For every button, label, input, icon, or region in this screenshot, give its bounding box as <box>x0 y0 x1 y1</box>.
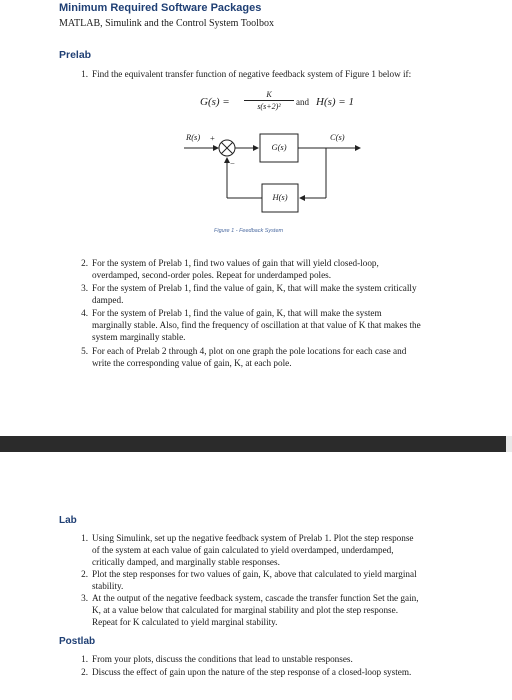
page-break-edge <box>506 436 512 452</box>
postlab-heading: Postlab <box>59 636 96 647</box>
item-number: 1. <box>81 533 88 543</box>
formula-and: and <box>296 97 309 107</box>
section-title-software: Minimum Required Software Packages <box>59 2 262 14</box>
item-number: 3. <box>81 283 88 293</box>
minus-sign: − <box>230 158 235 168</box>
lab-heading: Lab <box>59 515 77 526</box>
item-line: overdamped, second-order poles. Repeat for underdamped poles. <box>92 270 332 280</box>
formula-rhs: H(s) = 1 <box>316 96 354 108</box>
item-number: 4. <box>81 308 88 318</box>
item-line: Using Simulink, set up the negative feedback system of Prelab 1. Plot the step response <box>92 533 414 543</box>
figure-caption: Figure 1 - Feedback System <box>214 228 284 234</box>
item-number: 1. <box>81 654 88 664</box>
item-number: 2. <box>81 569 88 579</box>
item-line: write the corresponding value of gain, K, at each pole. <box>92 358 292 368</box>
item-number: 1. <box>81 69 88 79</box>
plus-sign: + <box>210 133 215 143</box>
item-line: Discuss the effect of gain upon the nature of the step response of a closed-loop system. <box>92 667 412 677</box>
item-line: For the system of Prelab 1, find the value of gain, K, that will make the system critically <box>92 283 417 293</box>
item-line: Repeat for K calculated to yield marginal stability. <box>92 617 278 627</box>
formula-fraction <box>244 90 294 111</box>
formula-lhs: G(s) = <box>200 96 230 108</box>
fraction-bar <box>244 100 294 101</box>
item-number: 3. <box>81 593 88 603</box>
transfer-function-formula <box>200 90 400 120</box>
software-packages-text: MATLAB, Simulink and the Control System Toolbox <box>59 18 274 29</box>
item-line: of the system at each value of gain calculated to yield overdamped, underdamped, <box>92 545 394 555</box>
item-line: stability. <box>92 581 124 591</box>
item-text: Find the equivalent transfer function of negative feedback system of Figure 1 below if: <box>92 69 412 79</box>
item-line: critically damped, and marginally stable responses. <box>92 557 280 567</box>
item-line: For each of Prelab 2 through 4, plot on one graph the pole locations for each case and <box>92 346 407 356</box>
item-line: system marginally stable. <box>92 332 186 342</box>
feedback-block-diagram <box>180 128 370 238</box>
item-line: At the output of the negative feedback system, cascade the transfer function Set the gain, <box>92 593 419 603</box>
item-line: Plot the step responses for two values of gain, K, above that calculated to yield marginal <box>92 569 417 579</box>
forward-block-label: G(s) <box>271 142 287 152</box>
fraction-numerator: K <box>266 90 272 99</box>
item-line: From your plots, discuss the conditions that lead to unstable responses. <box>92 654 353 664</box>
prelab-heading: Prelab <box>59 49 92 61</box>
fraction-denominator: s(s+2)² <box>257 102 281 111</box>
item-number: 2. <box>81 667 88 677</box>
input-label: R(s) <box>186 132 201 142</box>
item-number: 5. <box>81 346 88 356</box>
item-line: K, at a value below that calculated for marginal stability and plot the step response. <box>92 605 398 615</box>
item-line: For the system of Prelab 1, find the value of gain, K, that will make the system <box>92 308 382 318</box>
item-line: damped. <box>92 295 124 305</box>
page-break-band <box>0 436 512 452</box>
item-line: For the system of Prelab 1, find two values of gain that will yield closed-loop, <box>92 258 379 268</box>
item-number: 2. <box>81 258 88 268</box>
item-line: marginally stable. Also, find the frequency of oscillation at that value of K that makes the <box>92 320 421 330</box>
feedback-block-label: H(s) <box>272 192 288 202</box>
output-label: C(s) <box>330 132 345 142</box>
